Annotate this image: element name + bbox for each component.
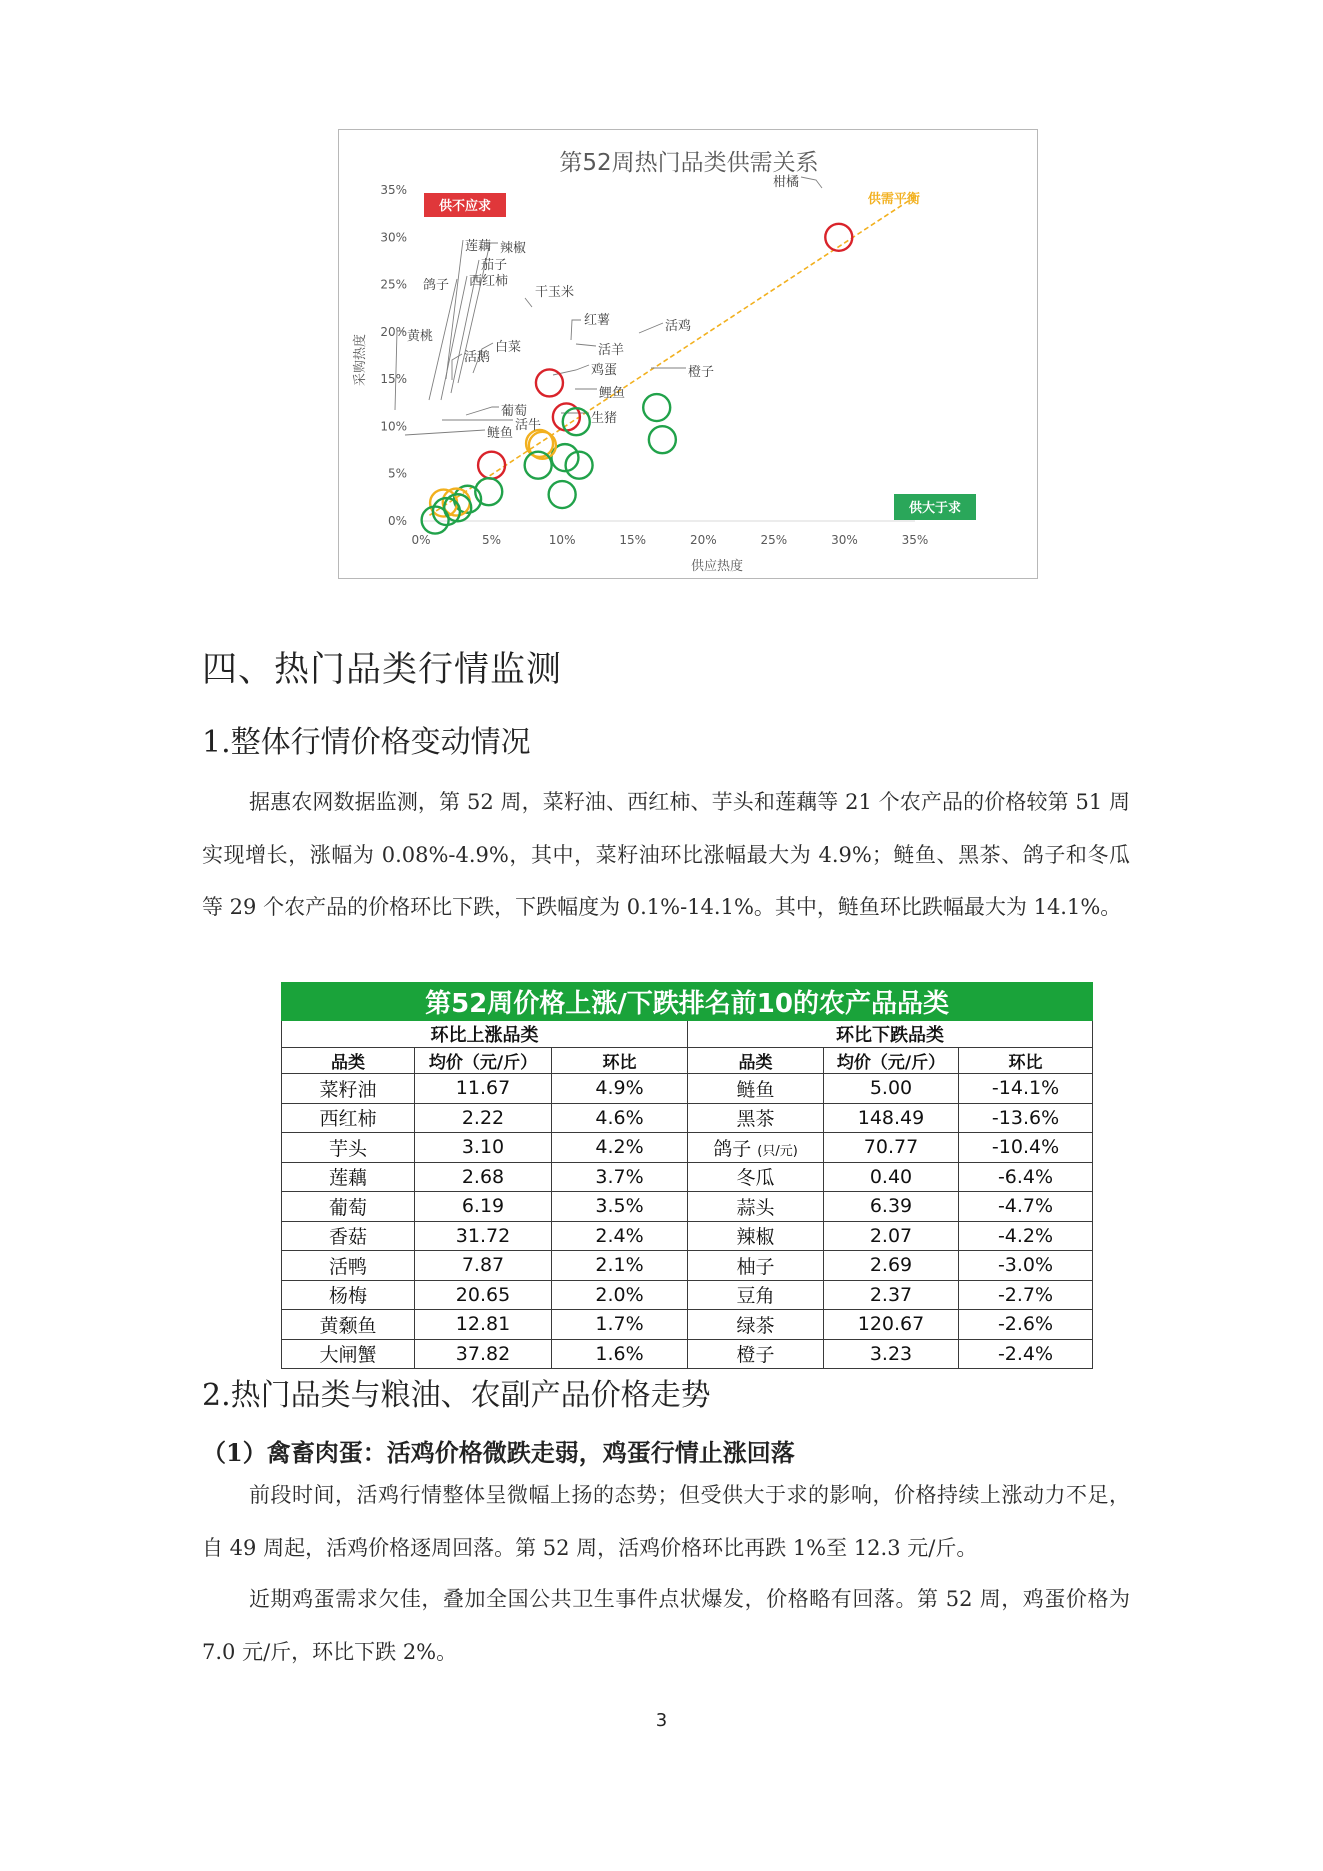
leader-line xyxy=(466,407,499,415)
group-header-down: 环比下跌品类 xyxy=(688,1021,1093,1048)
page-number: 3 xyxy=(655,1710,668,1731)
cell-text: 辣椒 xyxy=(736,1226,775,1249)
table-cell-up xyxy=(552,1221,688,1251)
cell-text: 芋头 xyxy=(328,1137,367,1160)
table-cell-down xyxy=(824,1310,959,1340)
cell-text: 12.81 xyxy=(455,1313,511,1336)
col-header: 环比 xyxy=(959,1048,1093,1074)
point-label: 活羊 xyxy=(598,343,625,358)
scatter-plot xyxy=(339,130,1039,580)
table-row xyxy=(282,1221,1093,1251)
sub-subsection-heading-poultry: （1）禽畜肉蛋：活鸡价格微跌走弱，鸡蛋行情止涨回落 xyxy=(202,1438,795,1467)
table-row xyxy=(282,1280,1093,1310)
cell-text: 2.1% xyxy=(595,1254,644,1277)
table-cell-down xyxy=(959,1339,1093,1369)
cell-text: 黄颡鱼 xyxy=(319,1314,377,1337)
table-cell-up xyxy=(415,1192,552,1222)
chart-title: 第52周热门品类供需关系 xyxy=(559,150,819,176)
point-label: 红薯 xyxy=(584,313,611,328)
cell-text: 148.49 xyxy=(857,1106,925,1129)
table-cell-up xyxy=(282,1280,415,1310)
point-label: 鸽子 xyxy=(423,278,450,293)
x-tick-label: 0% xyxy=(411,533,431,547)
supply-demand-chart xyxy=(338,129,1038,579)
table-cell-up xyxy=(552,1133,688,1163)
point-label: 活鹅 xyxy=(464,350,491,365)
leader-line xyxy=(405,430,485,435)
cell-text: 2.4% xyxy=(595,1224,644,1247)
cell-text: 大闸蟹 xyxy=(319,1344,377,1367)
table-cell-up xyxy=(415,1162,552,1192)
table-cell-up xyxy=(552,1310,688,1340)
cell-text: -6.4% xyxy=(997,1165,1054,1188)
point-生猪 xyxy=(549,481,576,508)
cell-text: 菜籽油 xyxy=(319,1078,377,1101)
table-cell-up xyxy=(282,1251,415,1281)
cell-text: 莲藕 xyxy=(328,1167,367,1190)
table-row xyxy=(282,1310,1093,1340)
leader-line xyxy=(429,279,457,400)
table-cell-down xyxy=(959,1251,1093,1281)
table-cell-up xyxy=(282,1162,415,1192)
cell-text: 活鸭 xyxy=(328,1255,367,1278)
table-cell-down xyxy=(824,1103,959,1133)
group-header-up: 环比上涨品类 xyxy=(282,1021,688,1048)
cell-text: 绿茶 xyxy=(736,1314,775,1337)
point-label: 黄桃 xyxy=(407,329,434,344)
cell-text: 鸽子 xyxy=(713,1137,752,1160)
table-cell-up xyxy=(282,1103,415,1133)
leader-line xyxy=(452,354,462,380)
paragraph-overall: 据惠农网数据监测，第 52 周，菜籽油、西红柿、芋头和莲藕等 21 个农产品的价格较第 51 周实现增长，涨幅为 0.08%-4.9%，其中，菜籽油环比涨幅最大为 4.9%；鲢鱼、黑茶、鸽子和冬瓜等 29 个农产品的价格环比下跌，下跌幅度为 0.1%-14.1%。其中，鲢鱼环比跌幅最大为 14.1%。 xyxy=(202,790,1130,919)
y-tick-label: 35% xyxy=(380,183,407,197)
point-label: 莲藕 xyxy=(465,239,492,254)
cell-text: -2.6% xyxy=(997,1313,1054,1336)
y-tick-label: 15% xyxy=(380,372,407,387)
cell-text: 2.22 xyxy=(461,1106,505,1129)
table-cell-down xyxy=(959,1162,1093,1192)
point-label: 生猪 xyxy=(591,411,618,426)
cell-text: 蒜头 xyxy=(736,1196,775,1219)
cell-text: 2.69 xyxy=(869,1254,913,1277)
table-cell-down xyxy=(824,1162,959,1192)
point-label: 柑橘 xyxy=(772,175,799,190)
x-tick-label: 25% xyxy=(760,533,788,547)
cell-text: -14.1% xyxy=(991,1077,1060,1100)
point-label: 活鸡 xyxy=(665,319,692,334)
table-row xyxy=(282,1251,1093,1281)
leader-line xyxy=(525,298,532,307)
cell-text: 1.7% xyxy=(595,1313,644,1336)
cell-text: 5.00 xyxy=(869,1077,913,1100)
x-tick-label: 30% xyxy=(831,533,858,547)
cell-text: 37.82 xyxy=(455,1342,511,1365)
cell-text: 豆角 xyxy=(736,1285,775,1308)
price-change-table xyxy=(281,982,1093,1369)
table-cell-up xyxy=(282,1133,415,1163)
table-cell-down xyxy=(824,1192,959,1222)
cell-text: 3.5% xyxy=(595,1195,644,1218)
point-label: 茄子 xyxy=(481,258,508,273)
cell-text: -2.7% xyxy=(997,1283,1054,1306)
table-row xyxy=(282,1103,1093,1133)
cell-text: 4.6% xyxy=(595,1106,644,1129)
point-label: 葡萄 xyxy=(501,404,528,419)
y-tick-label: 20% xyxy=(380,324,407,339)
point-活鸡 xyxy=(643,394,670,421)
table-cell-down xyxy=(688,1192,824,1222)
cell-text: 1.6% xyxy=(595,1342,644,1365)
table-cell-up xyxy=(415,1280,552,1310)
cell-text: 4.9% xyxy=(595,1077,644,1100)
cell-text: 7.87 xyxy=(461,1254,505,1277)
cell-text: -4.7% xyxy=(997,1195,1054,1218)
cell-text: -10.4% xyxy=(991,1136,1060,1159)
cell-text: 2.68 xyxy=(461,1165,505,1188)
table-cell-down xyxy=(688,1133,824,1163)
cell-text: 3.10 xyxy=(461,1136,505,1159)
point-label: 活牛 xyxy=(515,418,542,433)
col-header: 品类 xyxy=(688,1048,824,1074)
cell-text: 鲢鱼 xyxy=(736,1078,775,1101)
table-cell-down xyxy=(824,1280,959,1310)
table-title: 第52周价格上涨/下跌排名前10的农产品品类 xyxy=(282,983,1093,1021)
table-cell-down xyxy=(959,1192,1093,1222)
cell-text: 11.67 xyxy=(455,1077,511,1100)
table-cell-down xyxy=(824,1251,959,1281)
table-cell-up xyxy=(282,1074,415,1104)
table-cell-down xyxy=(688,1221,824,1251)
point-label: 西红柿 xyxy=(469,274,509,289)
cell-text: 2.37 xyxy=(869,1283,913,1306)
table-cell-down xyxy=(959,1280,1093,1310)
table-cell-down xyxy=(688,1310,824,1340)
y-axis-title: 采购热度 xyxy=(353,333,368,387)
table-cell-down xyxy=(824,1221,959,1251)
table-cell-down xyxy=(959,1133,1093,1163)
leader-line xyxy=(395,331,405,410)
cell-text: 31.72 xyxy=(455,1224,511,1247)
cell-text: 2.07 xyxy=(869,1224,913,1247)
table-cell-up xyxy=(552,1339,688,1369)
x-tick-label: 5% xyxy=(482,533,502,547)
table-cell-up xyxy=(282,1339,415,1369)
leader-line xyxy=(639,323,663,333)
table-cell-up xyxy=(415,1221,552,1251)
point-橙子 xyxy=(649,426,676,453)
table-cell-down xyxy=(688,1280,824,1310)
point-label: 鸡蛋 xyxy=(591,363,618,378)
table-cell-up xyxy=(552,1074,688,1104)
table-cell-down xyxy=(959,1103,1093,1133)
cell-text: 柚子 xyxy=(736,1255,775,1278)
table-cell-up xyxy=(552,1103,688,1133)
point-label: 橙子 xyxy=(688,365,715,380)
table-cell-up xyxy=(415,1310,552,1340)
leader-line xyxy=(571,320,581,340)
cell-text: 葡萄 xyxy=(328,1196,367,1219)
table-cell-down xyxy=(959,1221,1093,1251)
cell-text: 6.19 xyxy=(461,1195,505,1218)
leader-line xyxy=(441,276,467,400)
table-cell-up xyxy=(552,1192,688,1222)
table-cell-up xyxy=(282,1221,415,1251)
table-cell-down xyxy=(688,1251,824,1281)
y-tick-label: 25% xyxy=(380,277,407,292)
unit-note: (只/元) xyxy=(757,1143,798,1159)
y-tick-label: 0% xyxy=(387,514,407,528)
cell-text: -2.4% xyxy=(997,1342,1054,1365)
table-cell-down xyxy=(688,1339,824,1369)
balance-line-label: 供需平衡 xyxy=(867,192,920,208)
point-label: 白菜 xyxy=(495,340,522,355)
x-tick-label: 15% xyxy=(619,533,647,547)
y-tick-label: 30% xyxy=(380,230,407,245)
col-header: 品类 xyxy=(282,1048,415,1074)
table-cell-up xyxy=(415,1103,552,1133)
x-axis-title: 供应热度 xyxy=(690,559,744,574)
leader-line xyxy=(576,344,596,346)
leader-line xyxy=(801,177,822,188)
cell-text: 6.39 xyxy=(869,1195,913,1218)
cell-text: 120.67 xyxy=(857,1313,925,1336)
cell-text: 0.40 xyxy=(869,1165,913,1188)
cell-text: 西红柿 xyxy=(319,1108,377,1131)
x-tick-label: 35% xyxy=(901,533,929,547)
table-row xyxy=(282,1192,1093,1222)
point-label: 辣椒 xyxy=(500,241,527,256)
cell-text: 杨梅 xyxy=(328,1285,367,1308)
table-cell-up xyxy=(552,1251,688,1281)
col-header: 均价（元/斤） xyxy=(824,1048,959,1074)
table-row xyxy=(282,1074,1093,1104)
table-cell-up xyxy=(415,1339,552,1369)
table-cell-down xyxy=(824,1339,959,1369)
table-cell-up xyxy=(415,1074,552,1104)
table-row xyxy=(282,1162,1093,1192)
table-cell-down xyxy=(688,1162,824,1192)
x-tick-label: 20% xyxy=(689,533,717,547)
table-row xyxy=(282,1133,1093,1163)
col-header: 环比 xyxy=(552,1048,688,1074)
cell-text: 3.23 xyxy=(869,1342,913,1365)
point-label: 鲢鱼 xyxy=(487,426,514,441)
cell-text: 70.77 xyxy=(863,1136,919,1159)
col-header: 均价（元/斤） xyxy=(415,1048,552,1074)
table-cell-up xyxy=(415,1251,552,1281)
table-cell-up xyxy=(552,1162,688,1192)
point-活羊 xyxy=(563,408,590,435)
table-cell-up xyxy=(282,1310,415,1340)
oversupply-zone-label: 供大于求 xyxy=(908,501,962,516)
subsection-heading-overall: 1.整体行情价格变动情况 xyxy=(202,725,531,760)
cell-text: 4.2% xyxy=(595,1136,644,1159)
cell-text: 3.7% xyxy=(595,1165,644,1188)
y-tick-label: 5% xyxy=(387,466,407,481)
point-label: 鲤鱼 xyxy=(599,386,626,401)
cell-text: 2.0% xyxy=(595,1283,644,1306)
cell-text: 橙子 xyxy=(736,1344,775,1367)
table-cell-down xyxy=(824,1074,959,1104)
cell-text: 冬瓜 xyxy=(736,1167,775,1190)
table-cell-up xyxy=(415,1133,552,1163)
section-heading: 四、热门品类行情监测 xyxy=(202,650,563,690)
table-cell-down xyxy=(688,1103,824,1133)
table-cell-down xyxy=(824,1133,959,1163)
x-tick-label: 10% xyxy=(548,533,576,547)
undersupply-zone-label: 供不应求 xyxy=(438,199,492,214)
point-干玉米 xyxy=(536,369,563,396)
cell-text: 20.65 xyxy=(455,1283,511,1306)
subsection-heading-trends: 2.热门品类与粮油、农副产品价格走势 xyxy=(202,1378,711,1413)
cell-text: 黑茶 xyxy=(736,1108,775,1131)
cell-text: -3.0% xyxy=(997,1254,1054,1277)
paragraph-chicken: 前段时间，活鸡行情整体呈微幅上扬的态势；但受供大于求的影响，价格持续上涨动力不足，自 49 周起，活鸡价格逐周回落。第 52 周，活鸡价格环比再跌 1%至 12.3 元/斤。 xyxy=(202,1483,1130,1560)
cell-text: -4.2% xyxy=(997,1224,1054,1247)
table-cell-up xyxy=(282,1192,415,1222)
table-cell-down xyxy=(688,1074,824,1104)
table-row xyxy=(282,1339,1093,1369)
cell-text: -13.6% xyxy=(991,1106,1060,1129)
cell-text: 香菇 xyxy=(328,1226,367,1249)
table-cell-down xyxy=(959,1074,1093,1104)
table-cell-up xyxy=(552,1280,688,1310)
y-tick-label: 10% xyxy=(380,419,407,434)
paragraph-eggs: 近期鸡蛋需求欠佳，叠加全国公共卫生事件点状爆发，价格略有回落。第 52 周，鸡蛋价格为 7.0 元/斤，环比下跌 2%。 xyxy=(202,1587,1130,1664)
point-label: 干玉米 xyxy=(535,285,575,300)
table-cell-down xyxy=(959,1310,1093,1340)
